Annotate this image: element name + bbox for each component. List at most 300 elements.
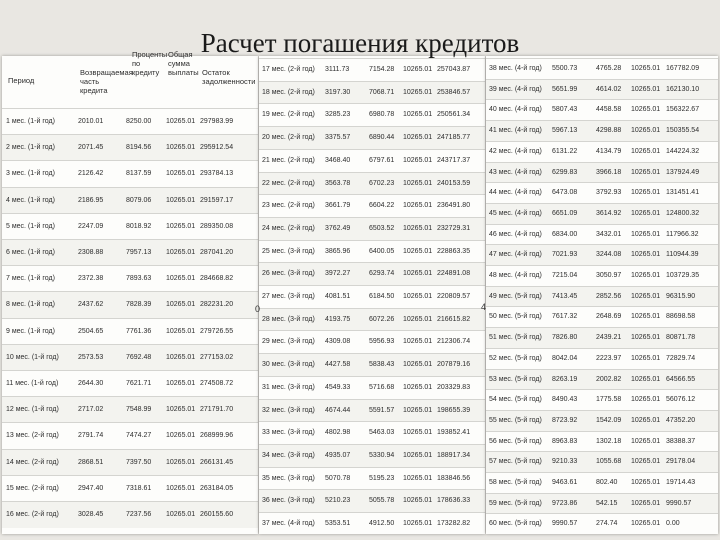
table-cell: 3972.27 (325, 270, 351, 278)
table-cell: 10265.01 (166, 511, 196, 518)
table-row (2, 213, 258, 240)
table-cell: 6072.26 (369, 315, 395, 323)
table-cell: 10265.01 (403, 224, 433, 232)
table-row (259, 240, 485, 264)
table-cell: 10265.01 (403, 451, 433, 459)
table-cell: 16 мес. (2-й год) (6, 511, 59, 518)
table-row (259, 149, 485, 173)
table-cell: 3244.08 (596, 251, 622, 259)
header-total: Общая сумма выплаты (168, 50, 199, 77)
table-cell: 34 мес. (3-й год) (262, 451, 315, 459)
table-cell: 243717.37 (437, 156, 471, 164)
table-cell: 8263.19 (552, 375, 578, 383)
table-cell: 56076.12 (666, 396, 696, 404)
table-cell: 19714.43 (666, 479, 696, 486)
table-cell: 5716.68 (369, 383, 395, 391)
table-cell: 2071.45 (78, 144, 104, 152)
header-interest: Проценты по кредиту (132, 50, 168, 77)
table-cell: 7957.13 (126, 249, 152, 256)
table-row (486, 431, 718, 453)
table-cell: 3468.40 (325, 156, 351, 164)
slide-marker: 0 (255, 304, 261, 314)
table-row (486, 389, 718, 411)
table-cell: 2644.30 (78, 380, 104, 387)
schedule-table-left (2, 50, 261, 534)
table-cell: 4614.02 (596, 85, 622, 93)
table-row (486, 493, 718, 515)
table-cell: 7548.99 (126, 406, 152, 414)
table-cell: 28 мес. (3-й год) (262, 315, 315, 323)
table-cell: 5353.51 (325, 520, 351, 527)
table-row (486, 369, 718, 391)
table-cell: 55 мес. (5-й год) (489, 416, 542, 424)
table-cell: 8250.00 (126, 118, 152, 125)
table-cell: 2372.38 (78, 275, 104, 283)
table-cell: 49 мес. (5-й год) (489, 292, 542, 300)
table-cell: 5 мес. (1-й год) (6, 222, 55, 230)
table-cell: 6293.74 (369, 270, 395, 278)
table-cell: 5838.43 (369, 361, 395, 369)
table-cell: 14 мес. (2-й год) (6, 458, 59, 466)
header-principal: Возвращаемая часть кредита (80, 68, 133, 95)
table-cell: 21 мес. (2-й год) (262, 156, 315, 164)
table-cell: 198655.39 (437, 406, 471, 414)
table-cell: 10265.01 (403, 474, 433, 482)
table-cell: 5956.93 (369, 338, 395, 346)
table-cell: 5210.23 (325, 497, 351, 505)
table-cell: 10265.01 (403, 361, 433, 369)
table-cell: 4912.50 (369, 520, 395, 527)
table-cell: 253846.57 (437, 88, 471, 96)
table-cell: 10265.01 (631, 65, 661, 72)
table-cell: 5967.13 (552, 127, 578, 135)
table-cell: 232729.31 (437, 224, 471, 232)
table-cell: 10265.01 (631, 354, 661, 362)
table-cell: 295912.54 (200, 144, 234, 152)
table-row (486, 513, 718, 535)
table-cell: 7397.50 (126, 458, 152, 466)
schedule-table-middle (259, 56, 485, 534)
table-cell: 7621.71 (126, 380, 152, 387)
table-cell: 10 мес. (1-й год) (6, 353, 59, 361)
table-cell: 212306.74 (437, 338, 471, 346)
table-cell: 10265.01 (631, 230, 661, 238)
table-row (486, 306, 718, 328)
table-row (486, 410, 718, 432)
table-cell: 7893.63 (126, 275, 152, 283)
table-cell: 50 мес. (5-й год) (489, 313, 542, 321)
table-cell: 2717.02 (78, 406, 104, 414)
table-row (259, 172, 485, 196)
table-cell: 8490.43 (552, 396, 578, 404)
table-cell: 4309.08 (325, 338, 351, 346)
table-cell: 57 мес. (5-й год) (489, 458, 542, 466)
table-cell: 7413.45 (552, 292, 578, 300)
table-cell: 6980.78 (369, 111, 395, 119)
table-cell: 29178.04 (666, 458, 696, 466)
table-cell: 3285.23 (325, 111, 351, 119)
table-cell: 2010.01 (78, 118, 104, 125)
table-cell: 9210.33 (552, 458, 578, 466)
table-row (259, 353, 485, 377)
table-row (486, 327, 718, 349)
table-cell: 22 мес. (2-й год) (262, 179, 315, 187)
table-cell: 2504.65 (78, 327, 104, 335)
table-cell: 7474.27 (126, 432, 152, 440)
table-cell: 5055.78 (369, 497, 395, 505)
table-cell: 3762.49 (325, 224, 351, 232)
table-cell: 137924.49 (666, 168, 700, 176)
table-cell: 46 мес. (4-й год) (489, 230, 542, 238)
table-cell: 10265.01 (166, 170, 196, 178)
table-cell: 8723.92 (552, 416, 578, 424)
table-cell: 3111.73 (325, 66, 350, 73)
table-cell: 3375.57 (325, 134, 351, 142)
table-cell: 44 мес. (4-й год) (489, 189, 542, 197)
table-cell: 10265.01 (631, 396, 661, 404)
table-cell: 10265.01 (166, 353, 196, 361)
table-cell: 43 мес. (4-й год) (489, 168, 542, 176)
table-cell: 24 мес. (2-й год) (262, 224, 315, 232)
table-cell: 7828.39 (126, 301, 152, 309)
table-cell: 10265.01 (631, 437, 661, 445)
table-row (2, 265, 258, 292)
table-cell: 10265.01 (631, 106, 661, 114)
table-cell: 167782.09 (666, 65, 700, 72)
table-cell: 260155.60 (200, 511, 234, 518)
table-cell: 51 мес. (5-й год) (489, 334, 542, 342)
table-header (2, 50, 258, 98)
table-cell: 40 мес. (4-й год) (489, 106, 542, 114)
table-cell: 7068.71 (369, 88, 395, 96)
table-row (486, 472, 718, 494)
schedule-table-right (486, 56, 718, 534)
header-balance: Остаток задолженности (202, 68, 256, 86)
table-cell: 10265.01 (166, 484, 196, 492)
table-cell: 53 мес. (5-й год) (489, 375, 542, 383)
table-row (486, 141, 718, 163)
table-row (2, 134, 258, 161)
table-cell: 10265.01 (403, 134, 433, 142)
table-cell: 3661.79 (325, 202, 351, 210)
table-cell: 10265.01 (166, 327, 196, 335)
table-row (259, 217, 485, 241)
table-cell: 250561.34 (437, 111, 471, 119)
table-cell: 7 мес. (1-й год) (6, 275, 55, 283)
table-cell: 3865.96 (325, 247, 351, 255)
table-cell: 38388.37 (666, 437, 696, 445)
table-cell: 27 мес. (3-й год) (262, 293, 315, 300)
table-cell: 10265.01 (631, 85, 661, 93)
table-cell: 124800.32 (666, 209, 700, 217)
table-cell: 2223.97 (596, 354, 622, 362)
table-cell: 274508.72 (200, 380, 234, 387)
table-cell: 271791.70 (200, 406, 234, 414)
table-cell: 6 мес. (1-й год) (6, 249, 55, 256)
table-cell: 156322.67 (666, 106, 700, 114)
table-cell: 10265.01 (631, 189, 661, 197)
table-cell: 18 мес. (2-й год) (262, 88, 315, 96)
table-row (486, 162, 718, 184)
table-cell: 5591.57 (369, 406, 395, 414)
table-row (2, 396, 258, 423)
table-row (2, 370, 258, 397)
table-row (259, 467, 485, 491)
table-cell: 277153.02 (200, 353, 234, 361)
table-cell: 33 мес. (3-й год) (262, 429, 315, 437)
table-cell: 8 мес. (1-й год) (6, 301, 55, 309)
table-row (259, 58, 485, 82)
table-cell: 38 мес. (4-й год) (489, 65, 542, 72)
table-cell: 3050.97 (596, 272, 622, 279)
table-cell: 183846.56 (437, 474, 471, 482)
table-row (259, 308, 485, 332)
table-row (259, 262, 485, 286)
table-cell: 4935.07 (325, 451, 351, 459)
table-cell: 9 мес. (1-й год) (6, 327, 55, 335)
table-cell: 2186.95 (78, 196, 104, 204)
table-cell: 274.74 (596, 520, 618, 528)
table-cell: 96315.90 (666, 292, 696, 300)
table-row (2, 291, 261, 318)
table-row (259, 103, 485, 127)
table-cell: 110944.39 (666, 251, 699, 259)
table-cell: 8963.83 (552, 437, 578, 445)
table-cell: 88698.58 (666, 313, 696, 321)
table-cell: 10265.01 (166, 249, 196, 256)
table-row (259, 489, 485, 513)
table-cell: 2439.21 (596, 334, 622, 342)
table-cell: 64566.55 (666, 375, 696, 383)
table-cell: 8018.92 (126, 222, 152, 230)
table-cell: 11 мес. (1-й год) (6, 380, 59, 387)
table-cell: 10265.01 (631, 251, 661, 259)
table-cell: 10265.01 (631, 313, 661, 321)
table-cell: 8042.04 (552, 354, 578, 362)
table-cell: 2 мес. (1-й год) (6, 144, 55, 152)
table-cell: 162130.10 (666, 85, 700, 93)
table-cell: 4134.79 (596, 147, 622, 155)
table-row (2, 475, 258, 502)
table-row (2, 239, 258, 266)
table-cell: 10265.01 (403, 406, 433, 414)
table-cell: 10265.01 (403, 383, 433, 391)
table-row (486, 120, 718, 142)
table-cell: 15 мес. (2-й год) (6, 484, 59, 492)
table-cell: 6604.22 (369, 202, 395, 210)
table-cell: 268999.96 (200, 432, 234, 440)
table-cell: 5651.99 (552, 85, 578, 93)
table-cell: 4674.44 (325, 406, 351, 414)
table-row (486, 99, 718, 121)
table-row (2, 160, 258, 187)
table-cell: 2247.09 (78, 222, 104, 230)
table-cell: 103729.35 (666, 272, 700, 279)
table-row (2, 501, 258, 528)
table-row (486, 286, 718, 308)
table-cell: 2852.56 (596, 292, 622, 300)
table-cell: 10265.01 (631, 168, 661, 176)
table-cell: 1542.09 (596, 416, 622, 424)
table-cell: 41 мес. (4-й год) (489, 127, 542, 135)
table-cell: 4802.98 (325, 429, 351, 437)
table-cell: 144224.32 (666, 147, 700, 155)
table-cell: 10265.01 (403, 497, 433, 505)
table-cell: 2648.69 (596, 313, 622, 321)
table-cell: 48 мес. (4-й год) (489, 272, 542, 279)
table-cell: 228863.35 (437, 247, 471, 255)
table-row (2, 108, 258, 135)
table-cell: 150355.54 (666, 127, 700, 135)
table-cell: 542.15 (596, 499, 618, 507)
table-cell: 10265.01 (631, 520, 661, 528)
table-row (259, 126, 485, 150)
table-cell: 3028.45 (78, 511, 104, 518)
table-row (259, 285, 485, 309)
table-row (486, 58, 718, 80)
table-cell: 7237.56 (126, 511, 152, 518)
table-cell: 58 мес. (5-й год) (489, 479, 542, 486)
table-cell: 193852.41 (437, 429, 471, 437)
table-cell: 3197.30 (325, 88, 351, 96)
table-cell: 4458.58 (596, 106, 622, 114)
table-cell: 12 мес. (1-й год) (6, 406, 59, 414)
table-cell: 9990.57 (552, 520, 578, 528)
table-cell: 37 мес. (4-й год) (262, 520, 315, 527)
table-cell: 284668.82 (200, 275, 234, 283)
table-cell: 6702.23 (369, 179, 395, 187)
table-cell: 25 мес. (3-й год) (262, 247, 315, 255)
table-row (2, 344, 258, 371)
table-cell: 3432.01 (596, 230, 622, 238)
table-cell: 173282.82 (437, 520, 471, 527)
table-cell: 10265.01 (403, 88, 433, 96)
table-cell: 10265.01 (631, 416, 661, 424)
table-cell: 6473.08 (552, 189, 578, 197)
table-cell: 6890.44 (369, 134, 395, 142)
table-cell: 188917.34 (437, 451, 471, 459)
table-row (259, 194, 485, 218)
table-cell: 10265.01 (631, 209, 661, 217)
table-cell: 247185.77 (437, 134, 471, 142)
table-cell: 2308.88 (78, 249, 104, 256)
table-cell: 10265.01 (403, 293, 433, 300)
table-cell: 10265.01 (166, 196, 196, 204)
table-cell: 2868.51 (78, 458, 104, 466)
table-cell: 263184.05 (200, 484, 234, 492)
table-cell: 30 мес. (3-й год) (262, 361, 315, 369)
table-cell: 42 мес. (4-й год) (489, 147, 542, 155)
table-cell: 2791.74 (78, 432, 104, 440)
table-row (2, 187, 258, 214)
page-title: Расчет погашения кредитов (200, 28, 520, 58)
table-cell: 2437.62 (78, 301, 104, 309)
table-cell: 1302.18 (596, 437, 622, 445)
table-row (486, 348, 718, 370)
table-cell: 10265.01 (631, 334, 661, 342)
table-row (486, 224, 718, 246)
table-cell: 203329.83 (437, 383, 471, 391)
table-row (259, 399, 485, 423)
table-cell: 220809.57 (437, 293, 471, 300)
table-cell: 6184.50 (369, 293, 395, 300)
table-cell: 178636.33 (437, 497, 471, 505)
table-cell: 10265.01 (166, 144, 196, 152)
table-cell: 9723.86 (552, 499, 578, 507)
table-cell: 207879.16 (437, 361, 471, 369)
table-cell: 10265.01 (166, 301, 196, 309)
table-cell: 13 мес. (2-й год) (6, 432, 59, 440)
table-cell: 10265.01 (166, 406, 196, 414)
table-cell: 4427.58 (325, 361, 351, 369)
table-cell: 117966.32 (666, 230, 699, 238)
table-cell: 10265.01 (631, 292, 661, 300)
table-cell: 131451.41 (666, 189, 700, 197)
table-cell: 10265.01 (403, 179, 433, 187)
table-row (259, 421, 485, 445)
table-row (259, 512, 485, 536)
table-cell: 10265.01 (403, 520, 433, 527)
table-cell: 2573.53 (78, 353, 104, 361)
table-row (2, 449, 258, 476)
table-cell: 7617.32 (552, 313, 578, 321)
table-cell: 257043.87 (437, 66, 471, 73)
table-row (259, 444, 485, 468)
table-cell: 3 мес. (1-й год) (6, 170, 55, 178)
table-row (2, 422, 258, 449)
table-cell: 0.00 (666, 520, 680, 528)
table-cell: 9463.61 (552, 479, 578, 486)
table-cell: 3614.92 (596, 209, 622, 217)
table-cell: 5195.23 (369, 474, 395, 482)
table-cell: 10265.01 (403, 111, 433, 119)
table-cell: 17 мес. (2-й год) (262, 66, 315, 73)
table-row (259, 376, 485, 400)
table-cell: 1055.68 (596, 458, 622, 466)
table-cell: 31 мес. (3-й год) (262, 383, 315, 391)
table-cell: 10265.01 (403, 338, 433, 346)
table-cell: 3792.93 (596, 189, 622, 197)
table-cell: 4081.51 (325, 293, 351, 300)
table-cell: 8194.56 (126, 144, 152, 152)
table-cell: 6651.09 (552, 209, 578, 217)
table-cell: 10265.01 (631, 272, 661, 279)
table-cell: 5500.73 (552, 65, 578, 72)
table-row (486, 451, 718, 473)
table-cell: 289350.08 (200, 222, 234, 230)
table-cell: 10265.01 (631, 458, 661, 466)
table-cell: 29 мес. (3-й год) (262, 338, 315, 346)
table-cell: 9990.57 (666, 499, 692, 507)
table-cell: 6503.52 (369, 224, 395, 232)
table-cell: 2002.82 (596, 375, 622, 383)
table-cell: 47 мес. (4-й год) (489, 251, 542, 259)
table-row (486, 182, 718, 204)
table-cell: 4298.88 (596, 127, 622, 135)
table-cell: 10265.01 (631, 499, 661, 507)
table-cell: 6131.22 (552, 147, 578, 155)
table-cell: 45 мес. (4-й год) (489, 209, 542, 217)
table-cell: 5463.03 (369, 429, 395, 437)
table-cell: 47352.20 (666, 416, 696, 424)
table-cell: 7021.93 (552, 251, 578, 259)
table-cell: 10265.01 (166, 222, 196, 230)
table-cell: 7318.61 (126, 484, 152, 492)
table-cell: 10265.01 (403, 247, 433, 255)
table-cell: 10265.01 (403, 156, 433, 164)
table-cell: 240153.59 (437, 179, 471, 187)
table-cell: 4765.28 (596, 65, 622, 72)
